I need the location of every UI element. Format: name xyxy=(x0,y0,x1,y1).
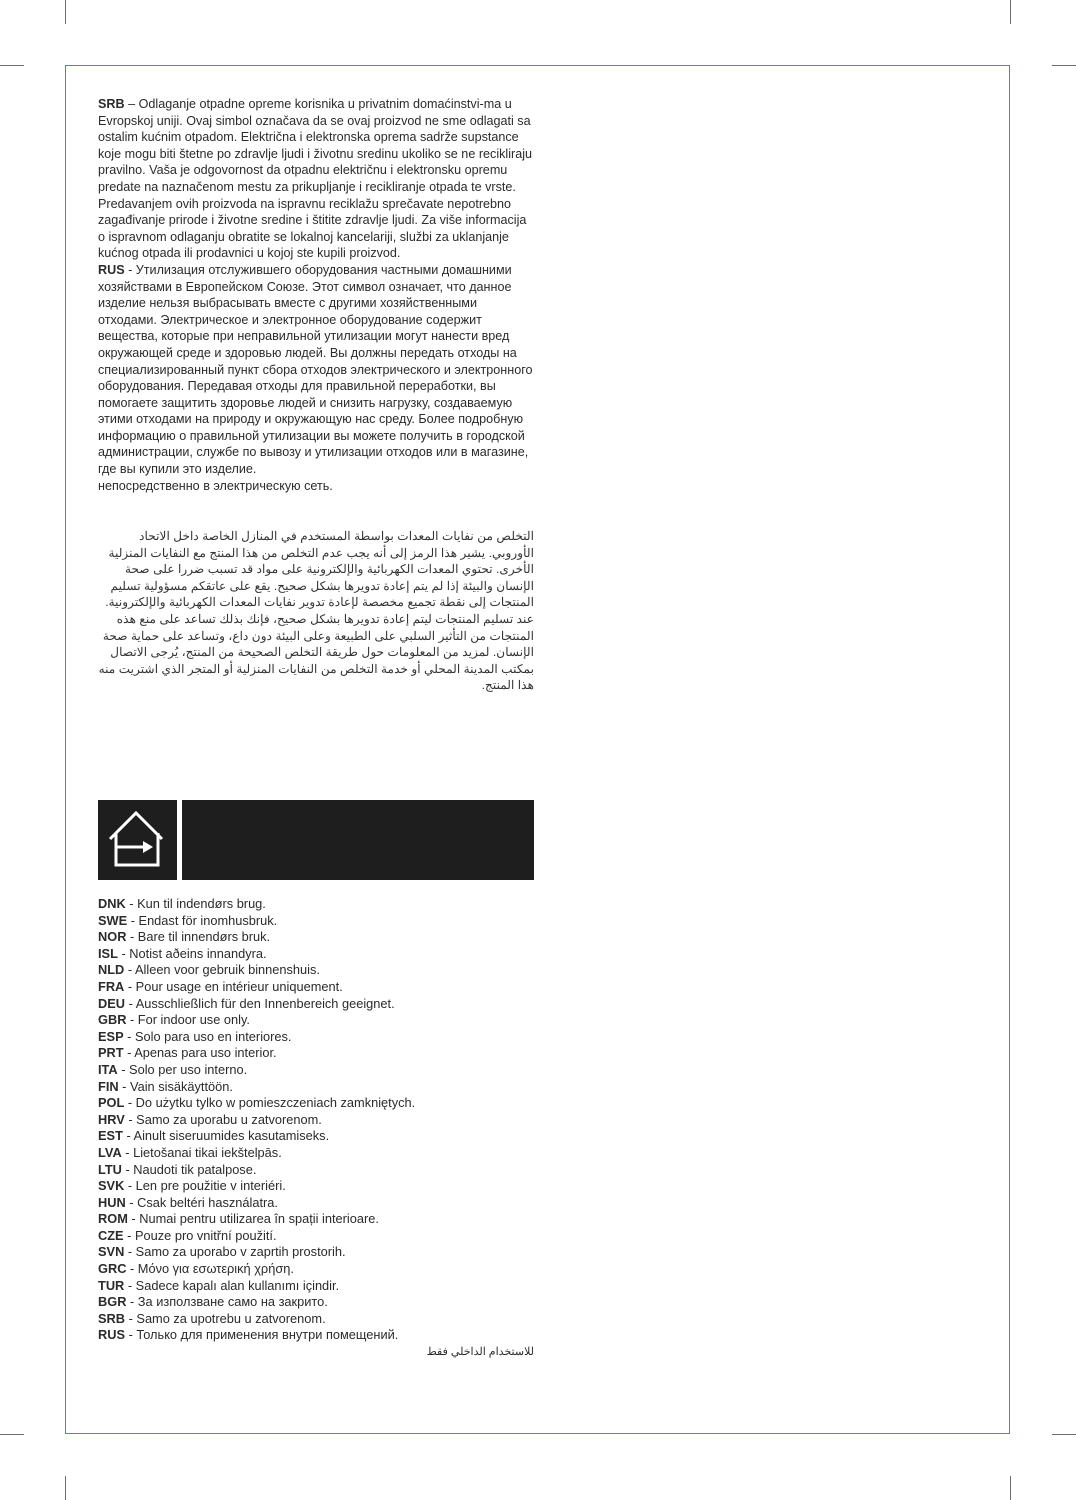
indoor-use-item xyxy=(98,1278,534,1295)
indoor-use-item xyxy=(98,1012,534,1029)
indoor-use-item xyxy=(98,1112,534,1129)
indoor-use-list xyxy=(98,896,534,1361)
disposal-notice-rus xyxy=(98,262,534,478)
crop-mark-top-left xyxy=(65,0,66,24)
indoor-use-text: - Numai pentru utilizarea în spații interioare. xyxy=(127,1211,379,1227)
indoor-use-item xyxy=(98,1294,534,1311)
indoor-use-text: - Pouze pro vnitřní použití. xyxy=(123,1227,277,1243)
indoor-use-text: - За използване само на закрито. xyxy=(126,1294,328,1310)
indoor-use-item xyxy=(98,1261,534,1278)
language-code: DNK xyxy=(98,896,126,911)
language-code: LTU xyxy=(98,1161,122,1177)
crop-mark-left-bottom xyxy=(0,1434,24,1435)
language-code: GRC xyxy=(98,1261,127,1277)
disposal-text-arabic: التخلص من نفايات المعدات بواسطة المستخدم في المنازل الخاصة داخل الاتحاد الأوروبي. يشير هذا الرمز إلى أنه يجب عدم التخلص من هذا المنتج مع النفايات المنزلية الأخرى. تحتوي المعدات الكهربائية والإلكترونية على مواد قد تسبب ضررا على صحة الإنسان والبيئة إذا لم يتم إعادة تدويرها بشكل صحيح. يقع على عاتقكم مسؤولية تسليم المنتجات إلى نقطة تجميع مخصصة لإعادة تدوير نفايات المعدات الكهربائية والإلكترونية. عند تسليم المنتجات ليتم إعادة تدويرها بشكل صحيح، فإنك بذلك تساعد على منع هذه المنتجات من التأثير السلبي على الطبيعة وعلى البيئة دون داع، وتساعد على حماية صحة الإنسان. لمزيد من المعلومات حول طريقة التخلص الصحيحة من المنتج، يُرجى الاتصال بمكتب المدينة المحلي أو خدمة التخلص من النفايات المنزلية أو المتجر الذي اشتريت منه هذا المنتج. xyxy=(98,529,534,693)
indoor-use-item xyxy=(98,1162,534,1179)
language-code: POL xyxy=(98,1095,125,1111)
indoor-icon-box xyxy=(98,800,177,880)
indoor-use-item xyxy=(98,1211,534,1228)
language-code: BGR xyxy=(98,1294,127,1310)
disposal-notice-rus-extra: непосредственно в электрическую сеть. xyxy=(98,478,333,493)
language-code: EST xyxy=(98,1128,123,1144)
indoor-use-item xyxy=(98,896,534,913)
indoor-use-text: - Samo za upotrebu u zatvorenom. xyxy=(125,1310,326,1326)
indoor-use-banner xyxy=(98,800,534,880)
indoor-use-item xyxy=(98,1327,534,1344)
indoor-use-text: - Endast för inomhusbruk. xyxy=(127,912,278,928)
indoor-use-item xyxy=(98,929,534,946)
disposal-text-srb: – Odlaganje otpadne opreme korisnika u privatnim domaćinstvi-ma u Evropskoj uniji. Ovaj simbol označava da se ovaj proizvod ne sme odlagati sa ostalim kućnim otpadom. Električna i elektronska oprema sadrže supstance koje mogu biti štetne po zdravlje ljudi i životnu sredinu ukoliko se ne recikliraju pravilno. Vaša je odgovornost da otpadnu električnu i elektronsku opremu predate na naznačenom mestu za prikupljanje i recikliranje otpada te vrste. Predavanjem ovih proizvoda na ispravnu reciklažu sprečavate nepotrebno zagađivanje prirode i životne sredine i štitite zdravlje ljudi. Za više informacija o ispravnom odlaganju obratite se lokalnoj kancelariji, službi za uklanjanje kućnog otpada ili prodavnici u kojoj ste kupili proizvod. xyxy=(98,97,533,261)
language-code: RUS xyxy=(98,1327,126,1343)
crop-mark-bottom-right xyxy=(1010,1476,1011,1500)
indoor-banner-bar xyxy=(182,800,534,880)
indoor-use-arabic: للاستخدام الداخلي فقط xyxy=(426,1346,534,1359)
disposal-notice xyxy=(98,96,534,494)
language-code: SVN xyxy=(98,1244,125,1260)
language-code: FIN xyxy=(98,1078,119,1094)
indoor-use-text: - Sadece kapalı alan kullanımı içindir. xyxy=(124,1277,340,1293)
language-code: HRV xyxy=(98,1111,125,1127)
crop-mark-left-top xyxy=(0,65,24,66)
indoor-use-text: - Do użytku tylko w pomieszczeniach zamkniętych. xyxy=(124,1095,416,1111)
crop-mark-bottom-left xyxy=(65,1476,66,1500)
indoor-use-text: - Csak beltéri használatra. xyxy=(125,1194,278,1210)
language-code: ISL xyxy=(98,945,118,961)
indoor-use-text: - Naudoti tik patalpose. xyxy=(121,1161,257,1177)
language-code: TUR xyxy=(98,1277,125,1293)
language-code: SRB xyxy=(98,1310,126,1326)
crop-mark-top-right xyxy=(1010,0,1011,24)
indoor-use-item xyxy=(98,962,534,979)
indoor-use-item xyxy=(98,1195,534,1212)
indoor-use-text: - Μόνο για εσωτερική χρήση. xyxy=(126,1261,294,1277)
indoor-use-text: - Vain sisäkäyttöön. xyxy=(118,1078,233,1094)
indoor-use-text: - Alleen voor gebruik binnenshuis. xyxy=(124,962,320,978)
indoor-use-item xyxy=(98,1145,534,1162)
indoor-use-text: - Lietošanai tikai iekštelpās. xyxy=(121,1144,282,1160)
indoor-use-text: - Ainult siseruumides kasutamiseks. xyxy=(122,1128,330,1144)
language-code: ROM xyxy=(98,1211,128,1227)
indoor-use-text: - For indoor use only. xyxy=(126,1012,250,1028)
indoor-use-text: - Kun til indendørs brug. xyxy=(125,896,266,911)
indoor-use-text: - Solo per uso interno. xyxy=(117,1061,248,1077)
indoor-use-item xyxy=(98,1311,534,1328)
indoor-use-item xyxy=(98,1045,534,1062)
language-code: CZE xyxy=(98,1227,124,1243)
disposal-notice-srb xyxy=(98,96,534,262)
language-code: FRA xyxy=(98,978,125,994)
indoor-use-text: - Len pre použitie v interiéri. xyxy=(124,1178,286,1194)
indoor-use-item xyxy=(98,1079,534,1096)
crop-mark-right-bottom xyxy=(1052,1434,1076,1435)
indoor-use-text: - Notist aðeins innandyra. xyxy=(117,945,267,961)
language-code: SWE xyxy=(98,912,128,928)
language-code: PRT xyxy=(98,1045,124,1061)
language-code: ITA xyxy=(98,1061,118,1077)
disposal-text-rus: - Утилизация отслужившего оборудования частными домашними хозяйствами в Европейском Союзе. Этот символ означает, что данное изделие нельзя выбрасывать вместе с другими хозяйственными отходами. Электрическое и электронное оборудование содержит вещества, которые при неправильной утилизации могут нанести вред окружающей среде и здоровью людей. Вы должны передать отходы на специализированный пункт сбора отходов электрического и электронного оборудования. Передавая отходы для правильной переработки, вы помогаете защитить здоровье людей и снизить нагрузку, создаваемую этими отходами на природу и окружающую нас среду. Более подробную информацию о правильной утилизации вы можете получить в городской администрации, службе по вывозу и утилизации отходов или в магазине, где вы купили это изделие. xyxy=(98,262,533,477)
crop-mark-right-top xyxy=(1052,65,1076,66)
language-code: GBR xyxy=(98,1012,127,1028)
indoor-use-text: - Pour usage en intérieur uniquement. xyxy=(124,978,343,994)
language-code: HUN xyxy=(98,1194,126,1210)
indoor-use-item xyxy=(98,979,534,996)
indoor-use-item xyxy=(98,1029,534,1046)
language-code-srb: SRB xyxy=(98,97,125,111)
indoor-use-item xyxy=(98,1244,534,1261)
language-code: NOR xyxy=(98,929,127,945)
indoor-use-item xyxy=(98,1095,534,1112)
language-code-rus: RUS xyxy=(98,262,125,277)
language-code: LVA xyxy=(98,1144,122,1160)
indoor-use-text: - Bare til innendørs bruk. xyxy=(126,929,271,945)
indoor-use-item xyxy=(98,1062,534,1079)
language-code: ESP xyxy=(98,1028,124,1044)
indoor-use-item xyxy=(98,913,534,930)
indoor-use-text: - Samo za uporabu u zatvorenom. xyxy=(124,1111,322,1127)
language-code: NLD xyxy=(98,962,125,978)
indoor-use-item xyxy=(98,946,534,963)
indoor-use-item xyxy=(98,996,534,1013)
indoor-use-text: - Только для применения внутри помещений. xyxy=(125,1327,399,1343)
indoor-use-text: - Solo para uso en interiores. xyxy=(123,1028,292,1044)
disposal-notice-arabic xyxy=(98,528,534,694)
language-code: DEU xyxy=(98,995,126,1011)
indoor-use-item xyxy=(98,1128,534,1145)
indoor-use-text: - Samo za uporabo v zaprtih prostorih. xyxy=(124,1244,346,1260)
indoor-use-item xyxy=(98,1178,534,1195)
language-code: SVK xyxy=(98,1178,125,1194)
indoor-use-text: - Ausschließlich für den Innenbereich geeignet. xyxy=(125,995,395,1011)
indoor-use-text: - Apenas para uso interior. xyxy=(123,1045,277,1061)
indoor-use-item xyxy=(98,1228,534,1245)
